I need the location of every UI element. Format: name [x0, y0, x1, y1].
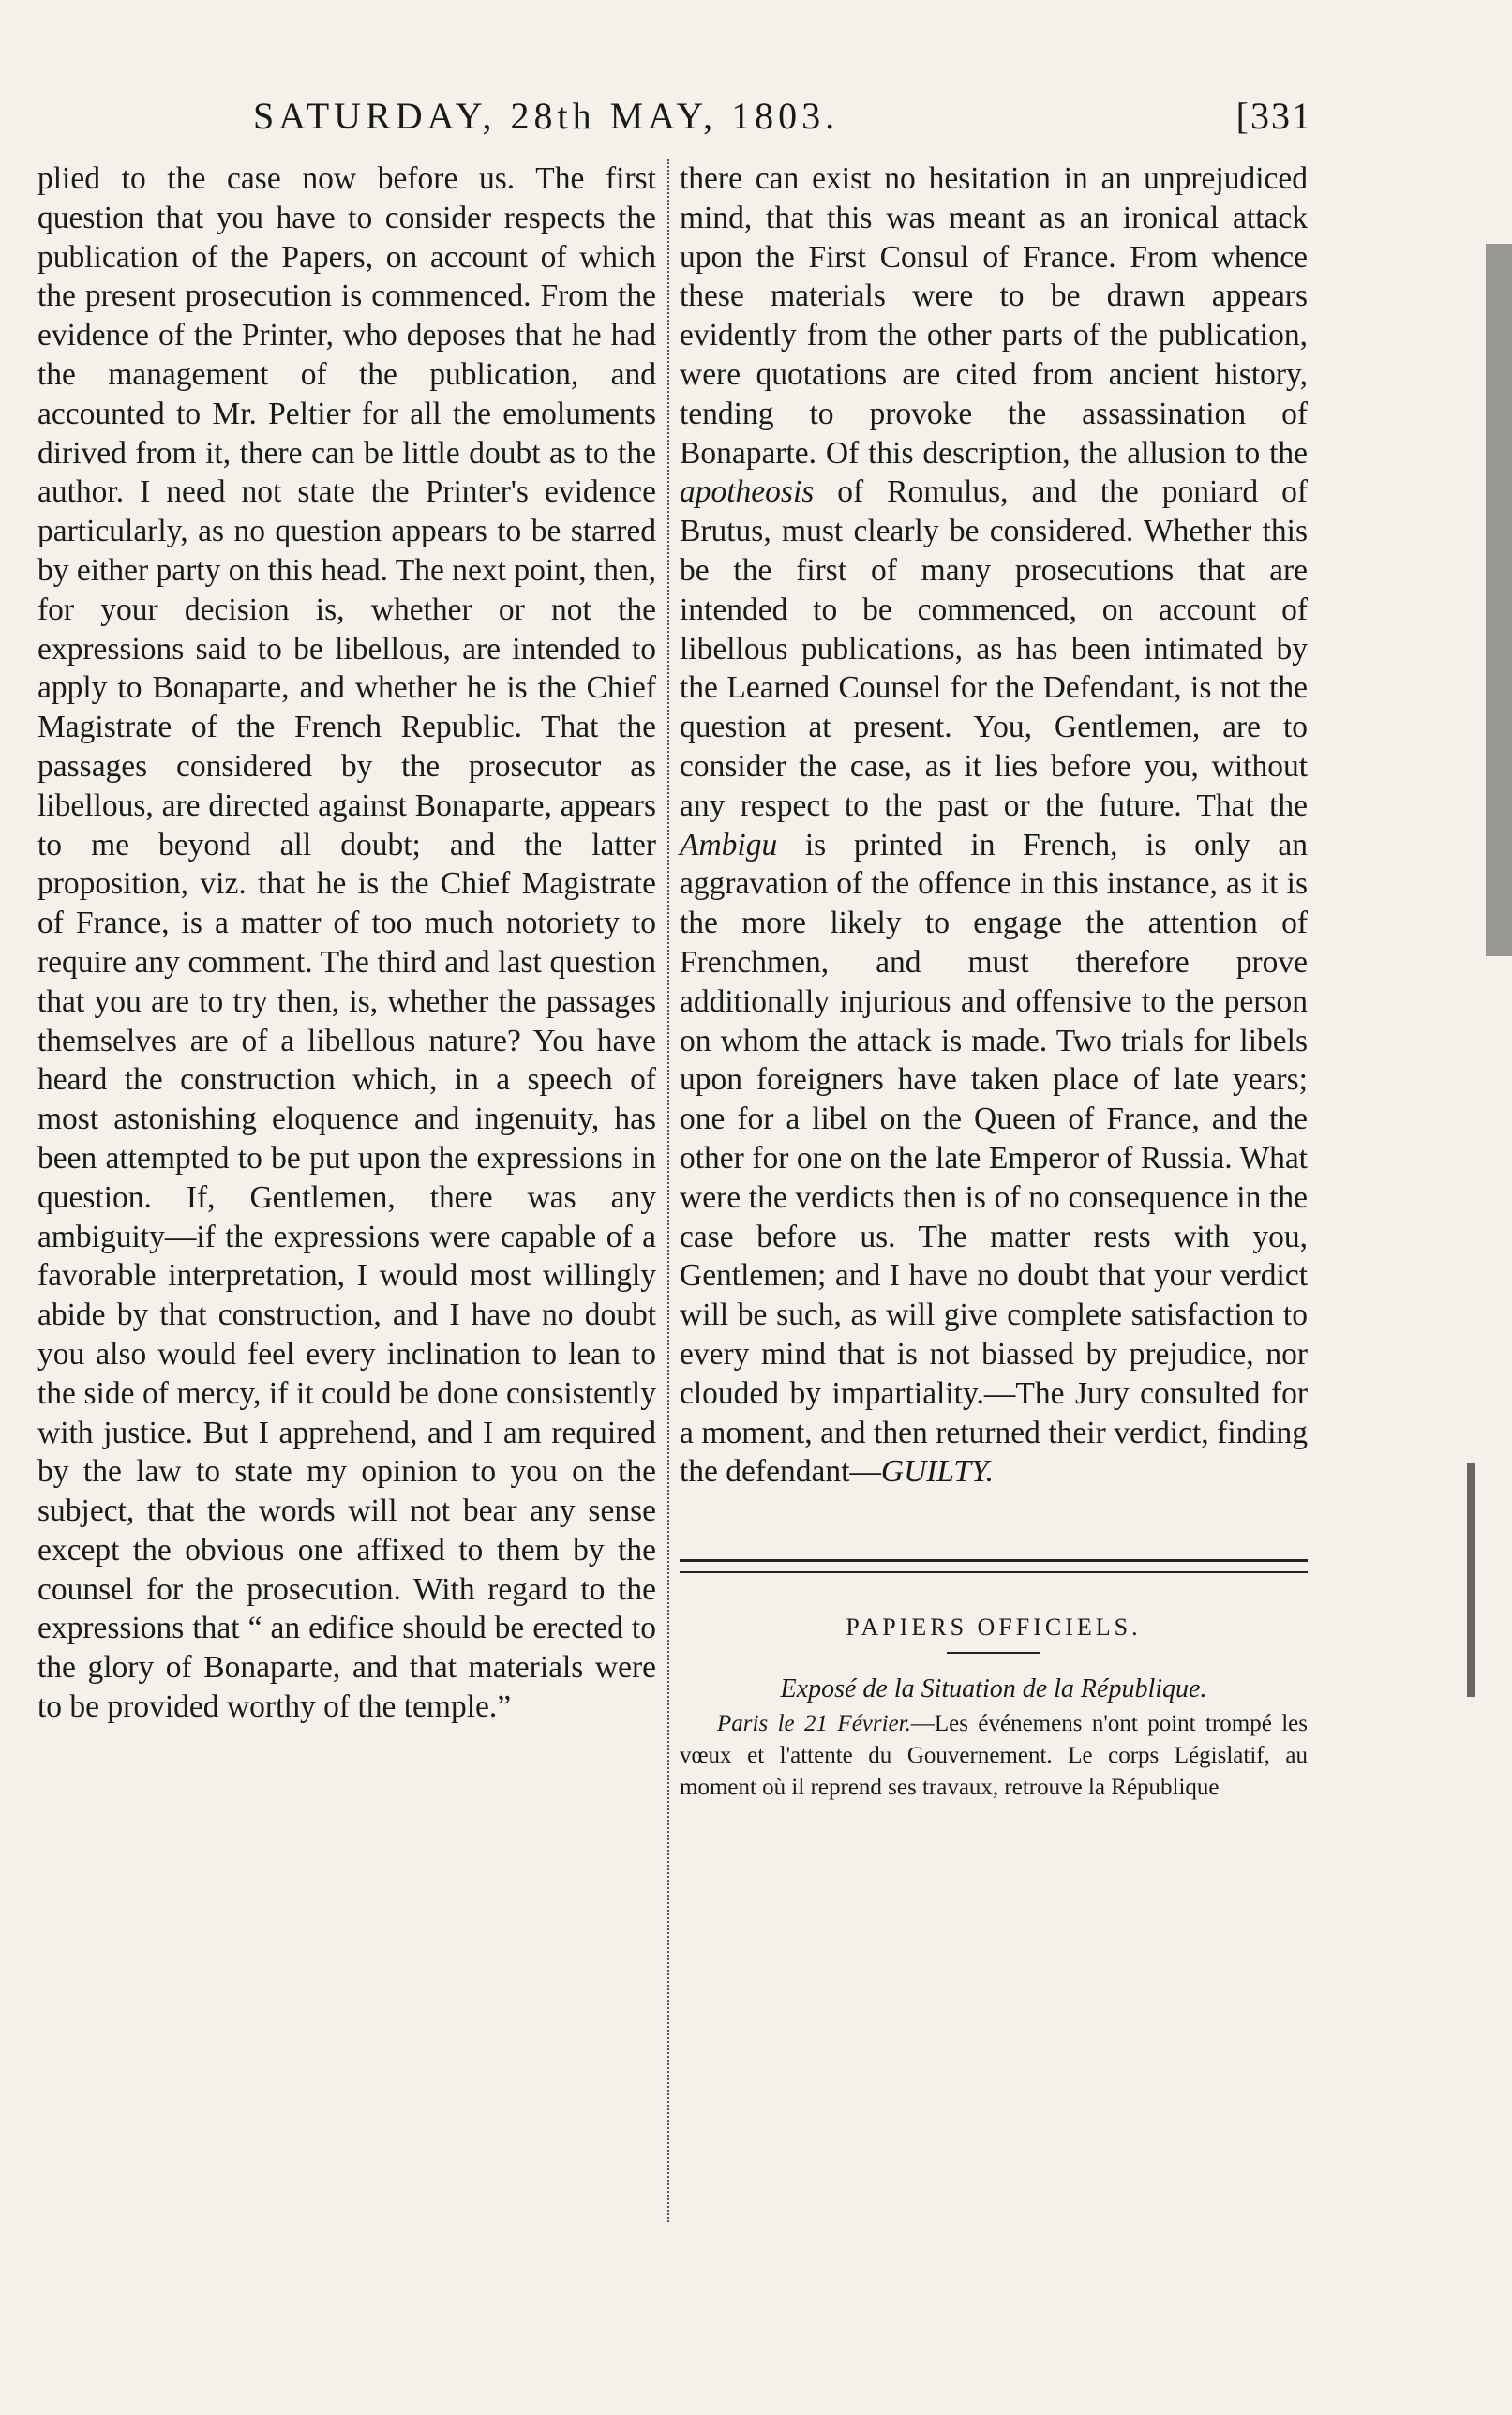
italic-ambigu: Ambigu: [680, 827, 778, 862]
scan-edge-mark: [1486, 244, 1512, 956]
scan-edge-mark: [1467, 1462, 1475, 1697]
short-rule: [947, 1652, 1040, 1654]
section-title: PAPIERS OFFICIELS.: [846, 1613, 1142, 1642]
text-segment: there can exist no hesitation in an unprejudiced mind, that this was meant as an ironical attack upon the First Consul of France. From whence these materials were to be drawn appears evidently from the other parts of the publication, were quotations are cited from ancient history, tending to provoke the assassination of Bonaparte. Of this description, the allusion to the: [680, 161, 1308, 471]
page-header: [253, 94, 1312, 159]
article-subtitle: Exposé de la Situation de la République.: [780, 1674, 1207, 1704]
french-text: —Les événemens n'ont point trompé les vœux et l'attente du Gouvernement. Le corps Législatif, au moment où il reprend ses travaux, retrouve la République: [680, 1711, 1308, 1801]
italic-apotheosis: apotheosis: [680, 474, 815, 510]
page-number: [331: [1235, 95, 1312, 137]
header-date-title: SATURDAY, 28th MAY, 1803.: [253, 95, 840, 137]
left-column-text: plied to the case now before us. The first question that you have to consider respects the publication of the Papers, on account of which the present prosecution is commenced. From the evidence of the Printer, who deposes that he had the management of the publication, and accounted to Mr. Peltier for all the emoluments dirived from it, there can be little doubt as to the author. I need not state the Printer's evidence particularly, as no question appears to be starred by either party on this head. The next point, then, for your decision is, whether or not the expressions said to be libellous, are intended to apply to Bonaparte, and whether he is the Chief Magistrate of the French Republic. That the passages considered by the prosecutor as libellous, are directed against Bonaparte, appears to me beyond all doubt; and the latter proposition, viz. that he is the Chief Magistrate of France, is a matter of too much notoriety to require any comment. The third and last question that you are to try then, is, whether the passages themselves are of a libellous nature? You have heard the construction which, in a speech of most astonishing eloquence and ingenuity, has been attempted to be put upon the expressions in question. If, Gentlemen, there was any ambiguity—if the expressions were capable of a favorable interpretation, I would most willingly abide by that construction, and I have no doubt you also would feel every inclination to lean to the side of mercy, if it could be done consistently with justice. But I apprehend, and I am required by the law to state my opinion to you on the subject, that the words will not bear any sense except the obvious one affixed to them by the counsel for the prosecution. With regard to the expressions that “ an edifice should be erected to the glory of Bonaparte, and that materials were to be provided worthy of the temple.”: [37, 161, 656, 1725]
french-paragraph: [680, 1708, 1308, 1804]
verdict-text: GUILTY.: [880, 1454, 994, 1490]
right-column: [680, 159, 1308, 1804]
dateline: Paris le 21 Février.: [717, 1711, 911, 1737]
right-column-text: [680, 159, 1308, 1492]
text-segment: of Romulus, and the poniard of Brutus, must clearly be considered. Whether this be the first of many prosecutions that are intended to be commenced, on account of libellous publications, as has been intimated by the Learned Counsel for the Defendant, is not the question at present. You, Gentlemen, are to consider the case, as it lies before you, without any respect to the past or the future. That the: [680, 474, 1308, 823]
left-column: [37, 159, 656, 1727]
text-segment: is printed in French, is only an aggravation of the offence in this instance, as it is the more likely to engage the attention of Frenchmen, and must therefore prove additionally injurious and offensive to the person on whom the attack is made. Two trials for libels upon foreigners have taken place of late years; one for a libel on the Queen of France, and the other for one on the late Emperor of Russia. What were the verdicts then is of no consequence in the case before us. The matter rests with you, Gentlemen; and I have no doubt that your verdict will be such, as will give complete satisfaction to every mind that is not biassed by prejudice, nor clouded by impartiality.—The Jury consulted for a moment, and then returned their verdict, finding the defendant—: [680, 827, 1308, 1490]
section-divider: [680, 1559, 1308, 1573]
column-divider: [667, 159, 669, 2222]
